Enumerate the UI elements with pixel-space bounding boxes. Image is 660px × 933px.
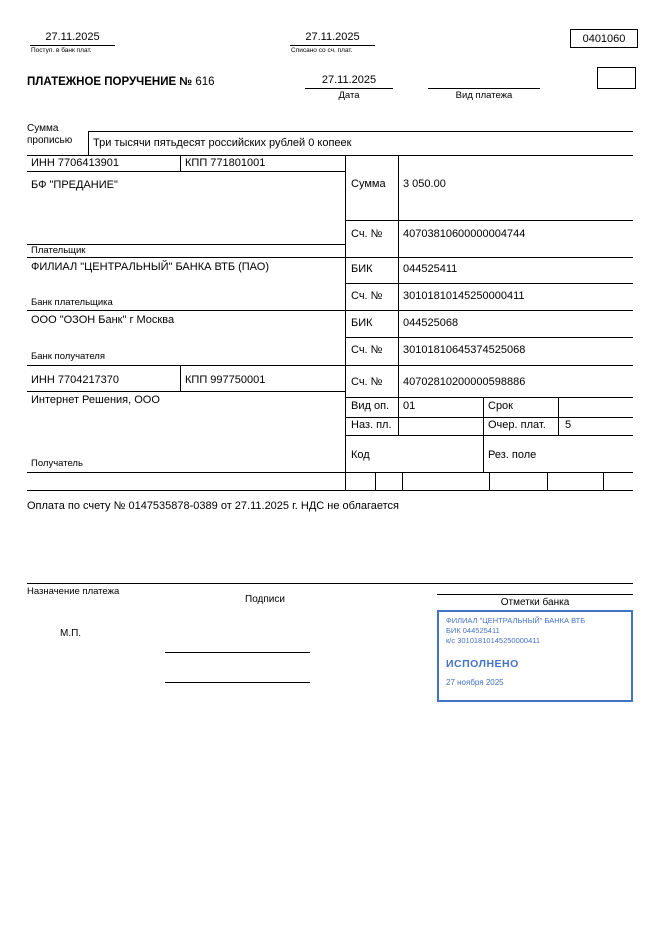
stamp-bank-name: ФИЛИАЛ "ЦЕНТРАЛЬНЫЙ" БАНКА ВТБ — [446, 616, 586, 625]
received-date-caption: Поступ. в банк плат. — [31, 47, 92, 54]
beneficiary-bank-bik-label: БИК — [351, 317, 373, 329]
grid-line — [27, 310, 633, 311]
form-code: 0401060 — [582, 32, 626, 45]
doc-date: 27.11.2025 — [321, 74, 377, 86]
bank-execution-stamp — [437, 610, 633, 702]
stamp-status: ИСПОЛНЕНО — [446, 658, 519, 671]
grid-line — [345, 397, 633, 398]
received-date: 27.11.2025 — [45, 31, 100, 43]
priority-label: Очер. плат. — [488, 419, 546, 431]
code-label: Код — [351, 449, 370, 461]
payer-bank-name: ФИЛИАЛ "ЦЕНТРАЛЬНЫЙ" БАНКА ВТБ (ПАО) — [31, 261, 269, 273]
grid-line — [483, 397, 484, 472]
grid-line — [27, 257, 633, 258]
beneficiary-bank-corr-label: Сч. № — [351, 344, 383, 356]
payer-bank-bik-value: 044525411 — [403, 263, 458, 275]
form-code-box — [570, 29, 638, 48]
debited-date: 27.11.2025 — [305, 31, 360, 43]
payer-account-value: 40703810600000004744 — [403, 228, 526, 240]
payer-caption: Плательщик — [31, 245, 86, 256]
grid-line — [547, 472, 548, 490]
beneficiary-inn: ИНН 7704217370 — [31, 374, 120, 386]
grid-line — [345, 283, 633, 284]
table-top-line — [27, 155, 633, 156]
payer-account-label: Сч. № — [351, 228, 383, 240]
stamp-place-label: М.П. — [60, 628, 82, 639]
grid-line — [345, 220, 633, 221]
doc-date-caption: Дата — [338, 90, 360, 101]
debited-date-underline — [290, 45, 375, 46]
grid-line — [603, 472, 604, 490]
document-number: 616 — [195, 76, 215, 88]
grid-line — [489, 472, 490, 490]
payment-type-box — [597, 67, 636, 89]
document-title — [27, 76, 215, 90]
grid-line — [180, 365, 181, 391]
grid-line — [345, 337, 633, 338]
grid-line — [398, 155, 399, 435]
amount-in-words: Три тысячи пятьдесят российских рублей 0 копеек — [93, 137, 352, 149]
table-bottom-line — [27, 490, 633, 491]
beneficiary-bank-corr-value: 30101810645374525068 — [403, 344, 526, 356]
grid-line — [345, 417, 633, 418]
grid-line — [345, 155, 346, 490]
grid-line — [180, 155, 181, 171]
debited-date-caption: Списано со сч. плат. — [291, 47, 353, 54]
payer-bank-caption: Банк плательщика — [31, 297, 113, 308]
priority-value: 5 — [565, 419, 572, 431]
beneficiary-kpp: КПП 997750001 — [185, 374, 266, 386]
amount-label: Сумма — [351, 178, 386, 190]
beneficiary-account-value: 40702810200000598886 — [403, 376, 526, 388]
payer-inn: ИНН 7706413901 — [31, 157, 120, 169]
beneficiary-name: Интернет Решения, ООО — [31, 394, 160, 406]
amount-value: 3 050.00 — [403, 178, 446, 190]
grid-line — [345, 435, 633, 436]
signature-line-2 — [165, 682, 310, 683]
signature-line-1 — [165, 652, 310, 653]
stamp-bik: БИК 044525411 — [446, 626, 500, 636]
beneficiary-caption: Получатель — [31, 458, 83, 469]
amount-box-top-line — [88, 131, 633, 132]
document-title-label: ПЛАТЕЖНОЕ ПОРУЧЕНИЕ № — [27, 76, 193, 88]
beneficiary-account-label: Сч. № — [351, 376, 383, 388]
amount-words-caption-2: прописью — [27, 135, 73, 146]
reserve-label: Рез. поле — [488, 449, 537, 461]
grid-line — [375, 472, 376, 490]
operation-type-label: Вид оп. — [351, 400, 390, 412]
nazpl-label: Наз. пл. — [351, 419, 392, 431]
stamp-date: 27 ноября 2025 — [446, 678, 504, 688]
purpose-caption: Назначение платежа — [27, 586, 120, 597]
bank-marks-caption: Отметки банка — [500, 597, 570, 608]
payment-purpose: Оплата по счету № 0147535878-0389 от 27.11.2025 г. НДС не облагается — [27, 500, 399, 512]
grid-line — [27, 365, 633, 366]
payer-name: БФ "ПРЕДАНИЕ" — [31, 179, 118, 191]
payer-bank-corr-label: Сч. № — [351, 290, 383, 302]
beneficiary-bank-bik-value: 044525068 — [403, 317, 459, 329]
bank-marks-top-line — [437, 594, 633, 595]
amount-words-caption-1: Сумма — [27, 123, 59, 134]
term-label: Срок — [488, 400, 513, 412]
amount-box-left-line — [88, 131, 89, 155]
beneficiary-bank-caption: Банк получателя — [31, 351, 105, 362]
beneficiary-bank-name: ООО "ОЗОН Банк" г Москва — [31, 314, 175, 326]
payer-bank-bik-label: БИК — [351, 263, 373, 275]
received-date-underline — [30, 45, 115, 46]
grid-line — [27, 472, 633, 473]
signatures-caption: Подписи — [245, 594, 285, 605]
payment-type-caption: Вид платежа — [455, 90, 513, 101]
grid-line — [558, 397, 559, 435]
payment-type-underline — [428, 88, 540, 89]
purpose-bottom-line — [27, 583, 633, 584]
doc-date-underline — [305, 88, 393, 89]
payer-bank-corr-value: 30101810145250000411 — [403, 290, 525, 302]
operation-type-value: 01 — [403, 400, 416, 412]
stamp-corr-account: к/с 30101810145250000411 — [446, 636, 541, 646]
grid-line — [402, 472, 403, 490]
grid-line — [27, 391, 345, 392]
grid-line — [27, 171, 345, 172]
payer-kpp: КПП 771801001 — [185, 157, 266, 169]
